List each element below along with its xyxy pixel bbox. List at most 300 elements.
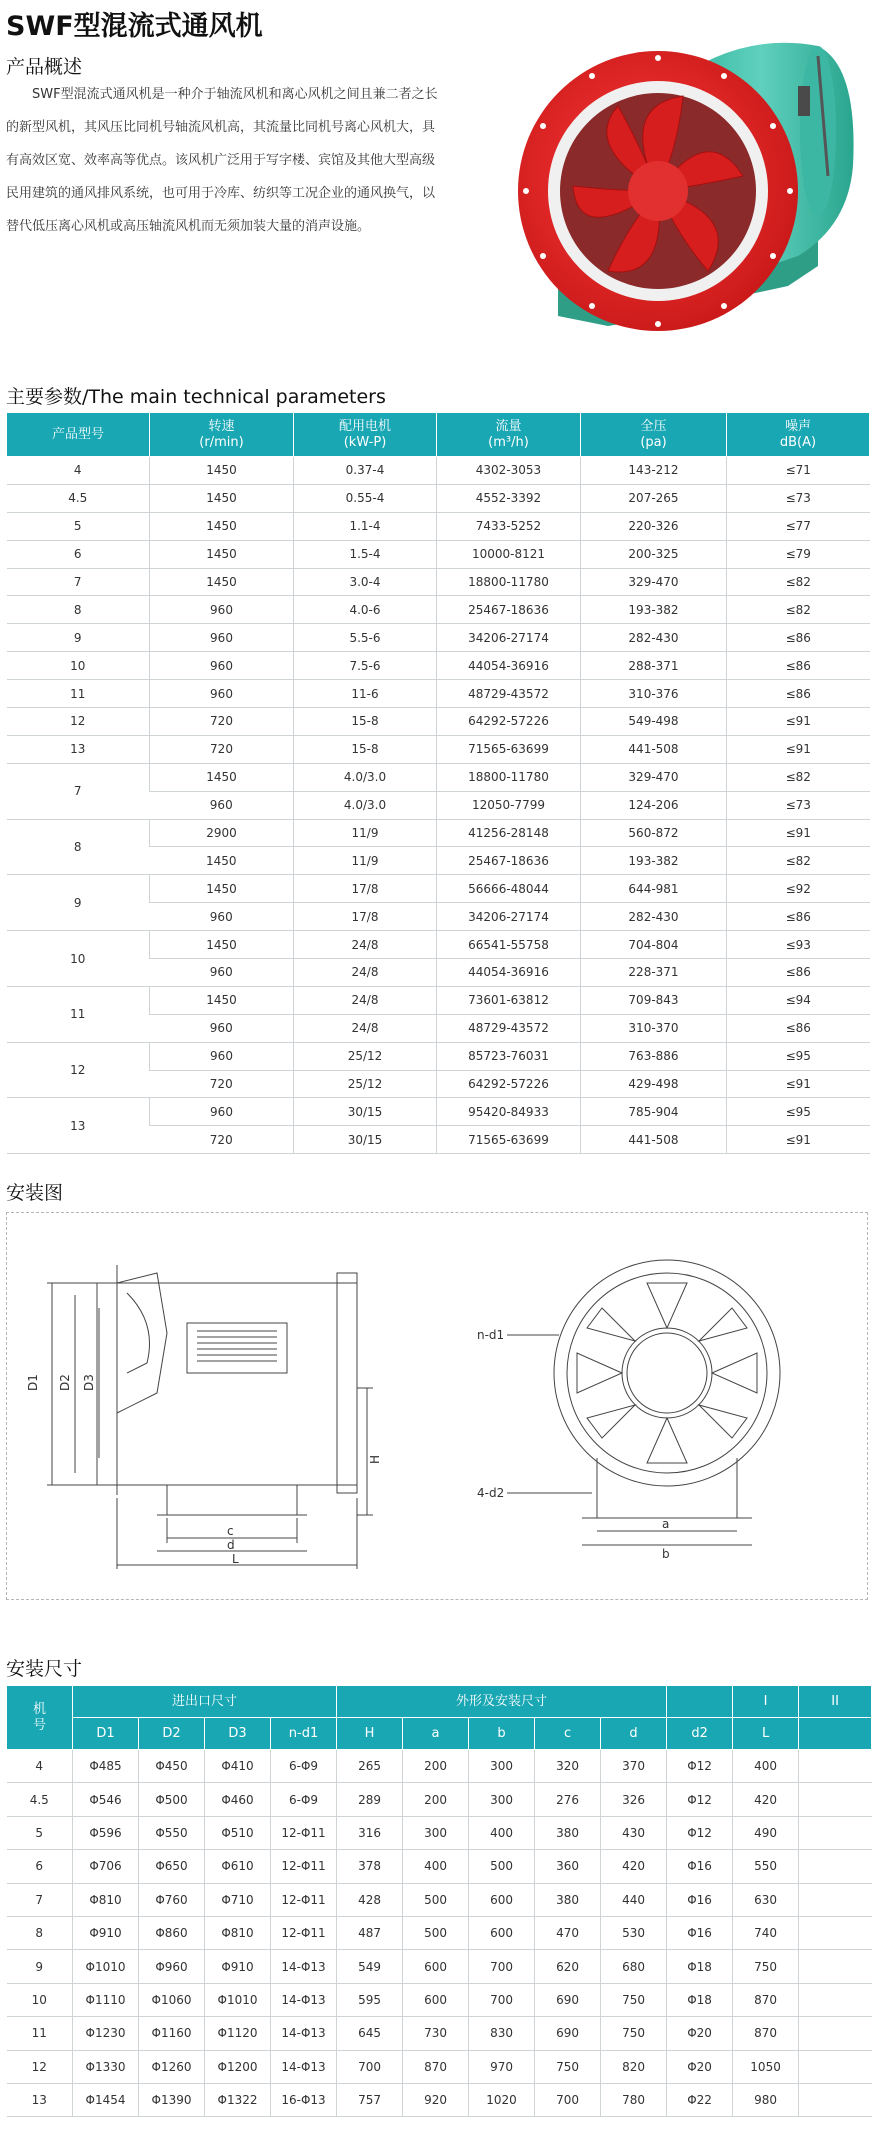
table-row xyxy=(7,819,870,847)
cell-noise: ≤95 xyxy=(727,1098,870,1126)
dims-cell: Φ1060 xyxy=(139,1983,205,2016)
cell-speed: 1450 xyxy=(150,875,294,903)
header-model: 产品型号 xyxy=(7,413,150,457)
dims-cell: Φ510 xyxy=(205,1816,271,1849)
dims-cell: 620 xyxy=(535,1950,601,1983)
dims-cell: 645 xyxy=(337,2017,403,2050)
cell-noise: ≤82 xyxy=(727,847,870,875)
cell-speed: 960 xyxy=(150,791,294,819)
cell-motor: 4.0/3.0 xyxy=(294,763,437,791)
dims-cell: 780 xyxy=(601,2083,667,2116)
label-d: d xyxy=(227,1538,235,1552)
cell-model: 11 xyxy=(7,680,150,708)
cell-pressure: 282-430 xyxy=(581,903,727,931)
dims-cell: 265 xyxy=(337,1750,403,1783)
table-row xyxy=(7,763,870,791)
cell-flow: 34206-27174 xyxy=(437,624,581,652)
dims-cell: 400 xyxy=(469,1816,535,1849)
cell-noise: ≤77 xyxy=(727,512,870,540)
cell-noise: ≤82 xyxy=(727,596,870,624)
cell-motor: 11-6 xyxy=(294,680,437,708)
cell-motor: 3.0-4 xyxy=(294,568,437,596)
dims-cell: Φ18 xyxy=(667,1983,733,2016)
cell-motor: 25/12 xyxy=(294,1070,437,1098)
cell-motor: 0.55-4 xyxy=(294,484,437,512)
cell-speed: 1450 xyxy=(150,540,294,568)
cell-flow: 25467-18636 xyxy=(437,847,581,875)
cell-pressure: 785-904 xyxy=(581,1098,727,1126)
cell-motor: 24/8 xyxy=(294,986,437,1014)
cell-speed: 960 xyxy=(150,680,294,708)
dims-cell xyxy=(799,1750,872,1783)
label-D1: D1 xyxy=(26,1374,40,1391)
table-row xyxy=(7,1098,870,1126)
dims-cell: 1020 xyxy=(469,2083,535,2116)
dims-cell: 360 xyxy=(535,1850,601,1883)
params-table xyxy=(6,412,870,1154)
dims-cell: 420 xyxy=(733,1783,799,1816)
overview-line: SWF型混流式通风机是一种介于轴流风机和离心风机之间且兼二者之长 xyxy=(32,87,438,102)
dims-cell: 8 xyxy=(7,1916,73,1949)
dims-cell: Φ546 xyxy=(73,1783,139,1816)
dims-cell: 750 xyxy=(601,1983,667,2016)
dims-cell: Φ596 xyxy=(73,1816,139,1849)
cell-motor: 4.0-6 xyxy=(294,596,437,624)
cell-motor: 1.5-4 xyxy=(294,540,437,568)
dims-cell: 600 xyxy=(403,1950,469,1983)
cell-model: 13 xyxy=(7,735,150,763)
cell-motor: 24/8 xyxy=(294,1014,437,1042)
dims-cell: Φ706 xyxy=(73,1850,139,1883)
dims-cell: Φ650 xyxy=(139,1850,205,1883)
table-row xyxy=(7,1916,872,1949)
label-H: H xyxy=(368,1454,382,1464)
cell-flow: 18800-11780 xyxy=(437,568,581,596)
cell-pressure: 228-371 xyxy=(581,959,727,987)
subheader-h: H xyxy=(337,1718,403,1750)
cell-flow: 71565-63699 xyxy=(437,1126,581,1154)
cell-flow: 73601-63812 xyxy=(437,986,581,1014)
subheader-b: b xyxy=(469,1718,535,1750)
dims-cell: 500 xyxy=(469,1850,535,1883)
table-row xyxy=(7,652,870,680)
cell-flow: 64292-57226 xyxy=(437,708,581,736)
table-row xyxy=(7,1850,872,1883)
dims-cell: 870 xyxy=(733,2017,799,2050)
dims-cell: 6 xyxy=(7,1850,73,1883)
cell-speed: 960 xyxy=(150,1042,294,1070)
cell-noise: ≤86 xyxy=(727,624,870,652)
cell-flow: 44054-36916 xyxy=(437,959,581,987)
cell-model: 5 xyxy=(7,512,150,540)
cell-speed: 1450 xyxy=(150,457,294,485)
cell-flow: 4552-3392 xyxy=(437,484,581,512)
dims-cell xyxy=(799,2083,872,2116)
table-row xyxy=(7,596,870,624)
dims-cell: 700 xyxy=(469,1950,535,1983)
cell-model: 11 xyxy=(7,986,150,1042)
dims-cell: 690 xyxy=(535,1983,601,2016)
dims-cell: Φ710 xyxy=(205,1883,271,1916)
cell-pressure: 560-872 xyxy=(581,819,727,847)
cell-pressure: 193-382 xyxy=(581,596,727,624)
dims-cell: Φ1230 xyxy=(73,2017,139,2050)
dims-cell: Φ20 xyxy=(667,2050,733,2083)
dims-cell: 870 xyxy=(403,2050,469,2083)
table-row xyxy=(7,1042,870,1070)
dims-cell: 300 xyxy=(469,1750,535,1783)
dims-cell: Φ12 xyxy=(667,1816,733,1849)
dims-cell: 378 xyxy=(337,1850,403,1883)
dims-cell: 750 xyxy=(733,1950,799,1983)
dims-cell: 10 xyxy=(7,1983,73,2016)
cell-noise: ≤73 xyxy=(727,791,870,819)
dims-cell: 550 xyxy=(733,1850,799,1883)
dims-table xyxy=(6,1685,872,2117)
dims-cell: Φ18 xyxy=(667,1950,733,1983)
cell-pressure: 644-981 xyxy=(581,875,727,903)
cell-motor: 11/9 xyxy=(294,819,437,847)
dims-cell: 1050 xyxy=(733,2050,799,2083)
dims-cell: 487 xyxy=(337,1916,403,1949)
cell-noise: ≤91 xyxy=(727,1126,870,1154)
cell-noise: ≤93 xyxy=(727,931,870,959)
cell-motor: 4.0/3.0 xyxy=(294,791,437,819)
cell-model: 13 xyxy=(7,1098,150,1154)
params-header-row xyxy=(7,413,870,457)
cell-flow: 41256-28148 xyxy=(437,819,581,847)
dims-cell: Φ20 xyxy=(667,2017,733,2050)
cell-noise: ≤94 xyxy=(727,986,870,1014)
label-D2: D2 xyxy=(58,1374,72,1391)
cell-speed: 1450 xyxy=(150,931,294,959)
table-row xyxy=(7,2083,872,2116)
dims-cell: Φ485 xyxy=(73,1750,139,1783)
cell-motor: 15-8 xyxy=(294,708,437,736)
table-row xyxy=(7,2050,872,2083)
dims-cell: Φ1390 xyxy=(139,2083,205,2116)
overview-heading: 产品概述 xyxy=(6,56,83,78)
dims-cell: 870 xyxy=(733,1983,799,2016)
cell-pressure: 288-371 xyxy=(581,652,727,680)
subheader-d1: D1 xyxy=(73,1718,139,1750)
cell-flow: 71565-63699 xyxy=(437,735,581,763)
cell-motor: 17/8 xyxy=(294,903,437,931)
cell-pressure: 704-804 xyxy=(581,931,727,959)
cell-pressure: 429-498 xyxy=(581,1070,727,1098)
install-drawing xyxy=(6,1212,868,1600)
dims-cell: 370 xyxy=(601,1750,667,1783)
cell-noise: ≤86 xyxy=(727,959,870,987)
cell-flow: 10000-8121 xyxy=(437,540,581,568)
cell-noise: ≤95 xyxy=(727,1042,870,1070)
dims-cell: Φ1120 xyxy=(205,2017,271,2050)
dims-cell: 700 xyxy=(469,1983,535,2016)
dims-cell: 757 xyxy=(337,2083,403,2116)
dims-cell: Φ810 xyxy=(205,1916,271,1949)
dims-cell: Φ1110 xyxy=(73,1983,139,2016)
cell-motor: 5.5-6 xyxy=(294,624,437,652)
dims-cell: 690 xyxy=(535,2017,601,2050)
label-c: c xyxy=(227,1524,234,1538)
cell-noise: ≤91 xyxy=(727,735,870,763)
table-row xyxy=(7,568,870,596)
subheader-c: c xyxy=(535,1718,601,1750)
cell-flow: 44054-36916 xyxy=(437,652,581,680)
cell-motor: 30/15 xyxy=(294,1126,437,1154)
dims-cell: 316 xyxy=(337,1816,403,1849)
dims-cell: 730 xyxy=(403,2017,469,2050)
subheader-n-d1: n-d1 xyxy=(271,1718,337,1750)
label-b: b xyxy=(662,1547,670,1561)
cell-flow: 66541-55758 xyxy=(437,931,581,959)
dims-cell xyxy=(799,1950,872,1983)
dims-cell: 700 xyxy=(337,2050,403,2083)
table-row xyxy=(7,1816,872,1849)
cell-motor: 25/12 xyxy=(294,1042,437,1070)
cell-speed: 1450 xyxy=(150,568,294,596)
dims-cell: Φ16 xyxy=(667,1883,733,1916)
cell-motor: 11/9 xyxy=(294,847,437,875)
dims-cell: 326 xyxy=(601,1783,667,1816)
dims-cell xyxy=(799,1916,872,1949)
cell-pressure: 441-508 xyxy=(581,1126,727,1154)
dims-cell: 420 xyxy=(601,1850,667,1883)
dims-cell: 5 xyxy=(7,1816,73,1849)
cell-pressure: 220-326 xyxy=(581,512,727,540)
dims-cell: 12 xyxy=(7,2050,73,2083)
dims-header-row xyxy=(7,1686,872,1718)
table-row xyxy=(7,735,870,763)
cell-flow: 18800-11780 xyxy=(437,763,581,791)
cell-model: 10 xyxy=(7,931,150,987)
cell-speed: 720 xyxy=(150,1070,294,1098)
dims-cell: 11 xyxy=(7,2017,73,2050)
dims-cell: 595 xyxy=(337,1983,403,2016)
dims-cell: 428 xyxy=(337,1883,403,1916)
cell-pressure: 200-325 xyxy=(581,540,727,568)
install-diagram xyxy=(7,1213,869,1601)
cell-speed: 960 xyxy=(150,1014,294,1042)
header-noise: 噪声 dB(A) xyxy=(727,413,870,457)
cell-model: 4 xyxy=(7,457,150,485)
dims-cell: 276 xyxy=(535,1783,601,1816)
params-heading: 主要参数/The main technical parameters xyxy=(6,386,386,408)
dims-cell: Φ12 xyxy=(667,1750,733,1783)
dims-cell: 12-Φ11 xyxy=(271,1916,337,1949)
install-heading: 安装图 xyxy=(6,1182,64,1204)
header-outer: 外形及安装尺寸 xyxy=(337,1686,667,1718)
cell-motor: 30/15 xyxy=(294,1098,437,1126)
cell-flow: 12050-7799 xyxy=(437,791,581,819)
table-row xyxy=(7,875,870,903)
dims-cell: 200 xyxy=(403,1783,469,1816)
subheader-blank xyxy=(799,1718,872,1750)
cell-motor: 24/8 xyxy=(294,959,437,987)
table-row xyxy=(7,708,870,736)
dims-cell: 380 xyxy=(535,1816,601,1849)
header-speed: 转速 (r/min) xyxy=(150,413,294,457)
cell-flow: 7433-5252 xyxy=(437,512,581,540)
table-row xyxy=(7,484,870,512)
label-4-d2: 4-d2 xyxy=(477,1486,505,1500)
header-inlet: 进出口尺寸 xyxy=(73,1686,337,1718)
dims-cell: Φ500 xyxy=(139,1783,205,1816)
cell-motor: 7.5-6 xyxy=(294,652,437,680)
dims-cell: Φ410 xyxy=(205,1750,271,1783)
overview-line: 的新型风机，其风压比同机号轴流风机高，其流量比同机号离心风机大，具 xyxy=(6,120,436,135)
dims-cell: 430 xyxy=(601,1816,667,1849)
dims-cell: Φ1322 xyxy=(205,2083,271,2116)
dims-cell: 740 xyxy=(733,1916,799,1949)
dims-cell: 380 xyxy=(535,1883,601,1916)
label-L: L xyxy=(232,1552,239,1566)
dims-cell: 830 xyxy=(469,2017,535,2050)
fan-photo xyxy=(518,26,870,376)
cell-model: 12 xyxy=(7,1042,150,1098)
dims-cell: Φ810 xyxy=(73,1883,139,1916)
dims-cell: 6-Φ9 xyxy=(271,1783,337,1816)
dims-cell: 470 xyxy=(535,1916,601,1949)
table-row xyxy=(7,624,870,652)
dims-cell: 980 xyxy=(733,2083,799,2116)
dims-cell: 530 xyxy=(601,1916,667,1949)
dims-cell: 500 xyxy=(403,1883,469,1916)
dims-cell: Φ1200 xyxy=(205,2050,271,2083)
cell-model: 7 xyxy=(7,763,150,819)
cell-flow: 25467-18636 xyxy=(437,596,581,624)
dims-cell xyxy=(799,2017,872,2050)
dims-cell xyxy=(799,1783,872,1816)
dims-cell: 750 xyxy=(601,2017,667,2050)
cell-noise: ≤86 xyxy=(727,903,870,931)
subheader-d3: D3 xyxy=(205,1718,271,1750)
dims-cell: 14-Φ13 xyxy=(271,1950,337,1983)
dims-cell: 920 xyxy=(403,2083,469,2116)
subheader-d: d xyxy=(601,1718,667,1750)
dims-cell xyxy=(799,1850,872,1883)
header-flow: 流量 (m³/h) xyxy=(437,413,581,457)
cell-noise: ≤71 xyxy=(727,457,870,485)
cell-noise: ≤91 xyxy=(727,1070,870,1098)
dims-cell: 440 xyxy=(601,1883,667,1916)
cell-noise: ≤91 xyxy=(727,819,870,847)
dims-cell: 400 xyxy=(403,1850,469,1883)
cell-flow: 48729-43572 xyxy=(437,680,581,708)
dims-cell: 12-Φ11 xyxy=(271,1816,337,1849)
dims-cell xyxy=(799,1983,872,2016)
cell-speed: 720 xyxy=(150,735,294,763)
cell-pressure: 124-206 xyxy=(581,791,727,819)
dims-cell: Φ1010 xyxy=(205,1983,271,2016)
dims-cell: 12-Φ11 xyxy=(271,1850,337,1883)
header-pressure: 全压 (pa) xyxy=(581,413,727,457)
cell-speed: 720 xyxy=(150,708,294,736)
dims-cell: 630 xyxy=(733,1883,799,1916)
cell-noise: ≤73 xyxy=(727,484,870,512)
cell-pressure: 709-843 xyxy=(581,986,727,1014)
header-blank xyxy=(667,1686,733,1718)
cell-pressure: 329-470 xyxy=(581,568,727,596)
dims-cell: 820 xyxy=(601,2050,667,2083)
header-motor: 配用电机 (kW-P) xyxy=(294,413,437,457)
table-row xyxy=(7,1983,872,2016)
dims-cell: Φ910 xyxy=(73,1916,139,1949)
label-D3: D3 xyxy=(82,1374,96,1391)
cell-speed: 720 xyxy=(150,1126,294,1154)
cell-model: 10 xyxy=(7,652,150,680)
dims-cell: 300 xyxy=(403,1816,469,1849)
table-row xyxy=(7,680,870,708)
overview-line: 民用建筑的通风排风系统，也可用于冷库、纺织等工况企业的通风换气，以 xyxy=(6,186,436,201)
dims-cell: Φ16 xyxy=(667,1916,733,1949)
cell-flow: 64292-57226 xyxy=(437,1070,581,1098)
dims-cell: 680 xyxy=(601,1950,667,1983)
cell-model: 4.5 xyxy=(7,484,150,512)
cell-flow: 48729-43572 xyxy=(437,1014,581,1042)
cell-speed: 960 xyxy=(150,652,294,680)
cell-model: 6 xyxy=(7,540,150,568)
cell-noise: ≤79 xyxy=(727,540,870,568)
table-row xyxy=(7,2017,872,2050)
cell-speed: 1450 xyxy=(150,763,294,791)
table-row xyxy=(7,512,870,540)
cell-motor: 1.1-4 xyxy=(294,512,437,540)
dims-cell: 600 xyxy=(403,1983,469,2016)
dims-cell: Φ910 xyxy=(205,1950,271,1983)
cell-model: 9 xyxy=(7,875,150,931)
cell-noise: ≤82 xyxy=(727,763,870,791)
dims-cell: 300 xyxy=(469,1783,535,1816)
cell-flow: 95420-84933 xyxy=(437,1098,581,1126)
cell-motor: 0.37-4 xyxy=(294,457,437,485)
cell-speed: 960 xyxy=(150,903,294,931)
cell-model: 12 xyxy=(7,708,150,736)
cell-model: 8 xyxy=(7,596,150,624)
dims-cell: Φ22 xyxy=(667,2083,733,2116)
dims-cell: 9 xyxy=(7,1950,73,1983)
dims-cell: Φ1260 xyxy=(139,2050,205,2083)
cell-speed: 960 xyxy=(150,959,294,987)
overview-line: 有高效区宽、效率高等优点。该风机广泛用于写字楼、宾馆及其他大型高级 xyxy=(6,153,436,168)
table-row xyxy=(7,986,870,1014)
cell-noise: ≤86 xyxy=(727,652,870,680)
dims-cell: Φ960 xyxy=(139,1950,205,1983)
dims-cell: 4 xyxy=(7,1750,73,1783)
cell-pressure: 763-886 xyxy=(581,1042,727,1070)
cell-speed: 1450 xyxy=(150,512,294,540)
dims-cell: Φ16 xyxy=(667,1850,733,1883)
label-a: a xyxy=(662,1517,670,1531)
cell-pressure: 549-498 xyxy=(581,708,727,736)
dims-cell: 700 xyxy=(535,2083,601,2116)
header-II: II xyxy=(799,1686,872,1718)
cell-flow: 56666-48044 xyxy=(437,875,581,903)
dims-cell: Φ1330 xyxy=(73,2050,139,2083)
overview-line: 替代低压离心风机或高压轴流风机而无须加装大量的消声设施。 xyxy=(6,219,371,234)
dims-heading: 安装尺寸 xyxy=(6,1658,83,1680)
dims-subheader-row xyxy=(7,1718,872,1750)
table-row xyxy=(7,1950,872,1983)
cell-model: 8 xyxy=(7,819,150,875)
dims-cell: 600 xyxy=(469,1916,535,1949)
dims-cell: Φ760 xyxy=(139,1883,205,1916)
dims-cell: 970 xyxy=(469,2050,535,2083)
cell-speed: 1450 xyxy=(150,986,294,1014)
dims-cell: 13 xyxy=(7,2083,73,2116)
dims-cell: 549 xyxy=(337,1950,403,1983)
cell-pressure: 193-382 xyxy=(581,847,727,875)
